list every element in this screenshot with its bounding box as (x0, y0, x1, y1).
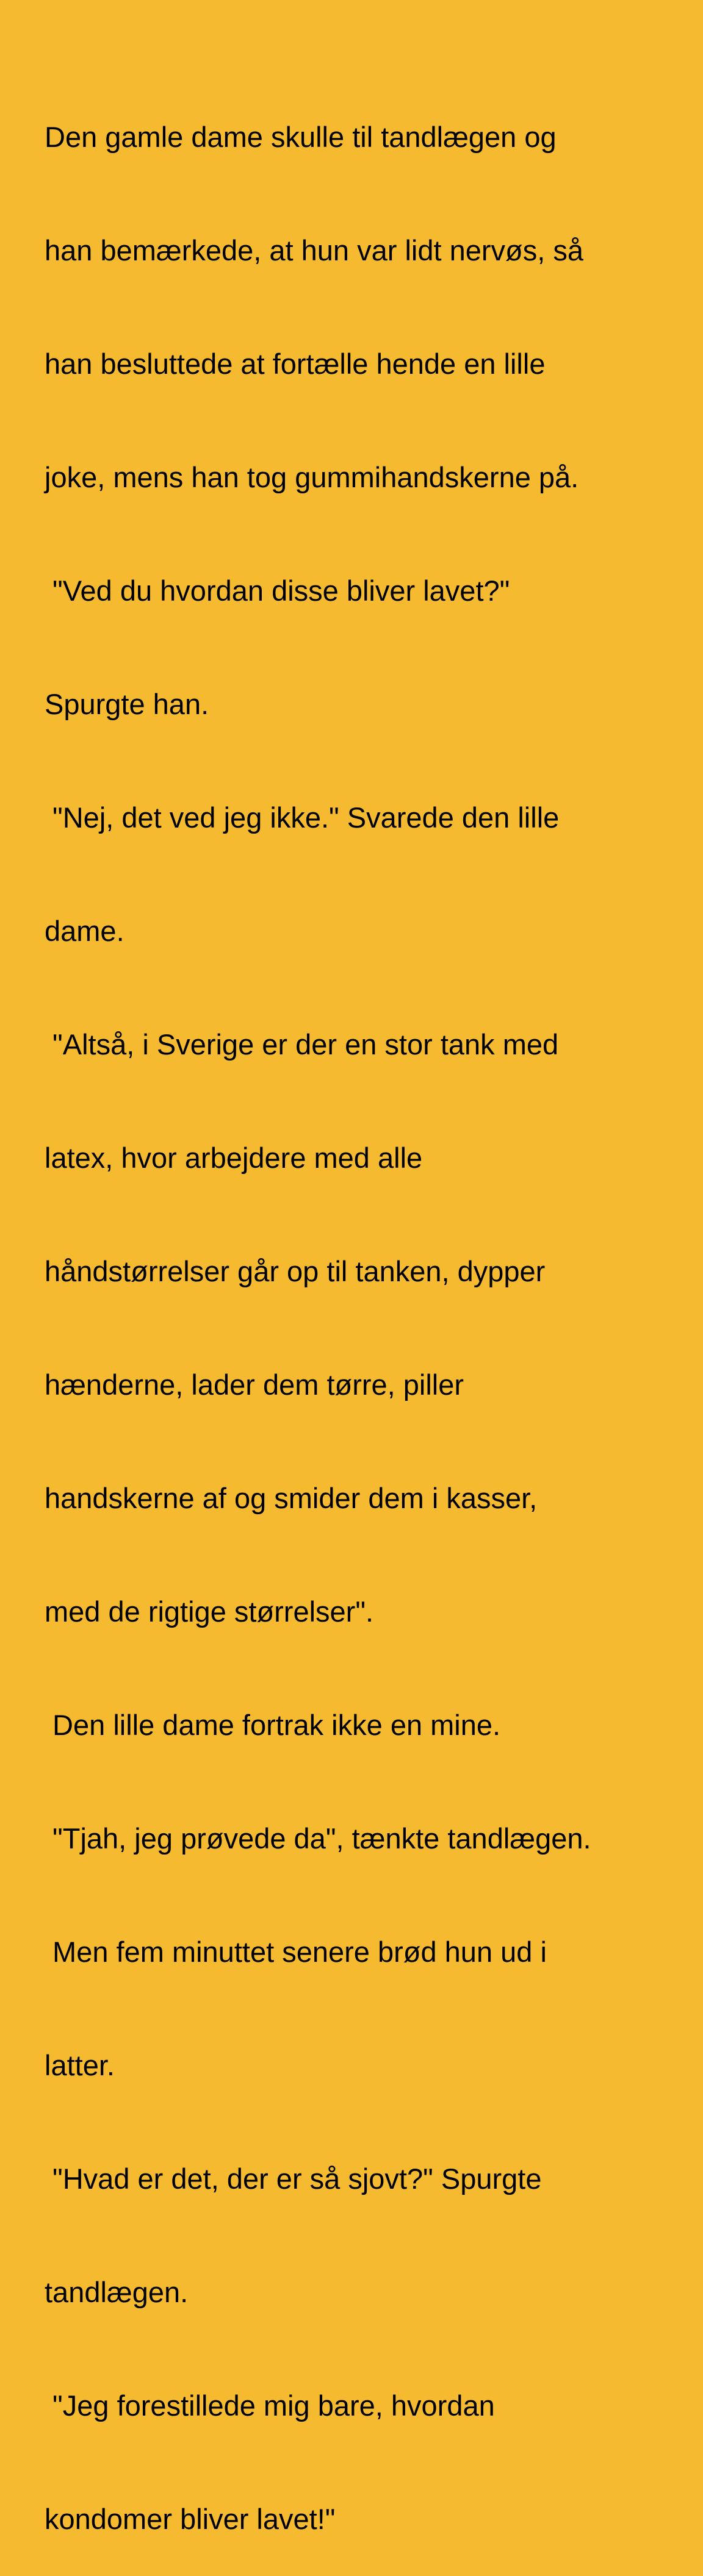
text-line: "Ved du hvordan disse bliver lavet?" (45, 574, 510, 607)
text-line: tandlægen. (45, 2276, 189, 2308)
text-line: med de rigtige størrelser". (45, 1595, 374, 1628)
joke-text-block (45, 43, 691, 2576)
text-line: latex, hvor arbejdere med alle (45, 1142, 423, 1174)
text-line: han besluttede at fortælle hende en lille (45, 348, 546, 380)
text-line: handskerne af og smider dem i kasser, (45, 1482, 538, 1514)
text-line: Den gamle dame skulle til tandlægen og (45, 121, 557, 153)
text-line: "Nej, det ved jeg ikke." Svarede den lille (45, 801, 560, 834)
text-line: "Hvad er det, der er så sjovt?" Spurgte (45, 2163, 542, 2195)
text-line: "Altså, i Sverige er der en stor tank med (45, 1028, 559, 1061)
text-line: "Jeg forestillede mig bare, hvordan (45, 2389, 495, 2422)
text-line: kondomer bliver lavet!" (45, 2503, 336, 2535)
text-line: Men fem minuttet senere brød hun ud i (45, 1936, 547, 1968)
text-line: joke, mens han tog gummihandskerne på. (45, 461, 579, 493)
text-line: Den lille dame fortrak ikke en mine. (45, 1709, 501, 1741)
text-line: "Tjah, jeg prøvede da", tænkte tandlægen. (45, 1822, 591, 1855)
text-line: håndstørrelser går op til tanken, dypper (45, 1255, 546, 1287)
text-line: han bemærkede, at hun var lidt nervøs, så (45, 234, 583, 267)
text-line: dame. (45, 915, 124, 947)
text-line: latter. (45, 2049, 115, 2081)
text-line: Spurgte han. (45, 688, 209, 720)
text-line: hænderne, lader dem tørre, piller (45, 1368, 464, 1401)
